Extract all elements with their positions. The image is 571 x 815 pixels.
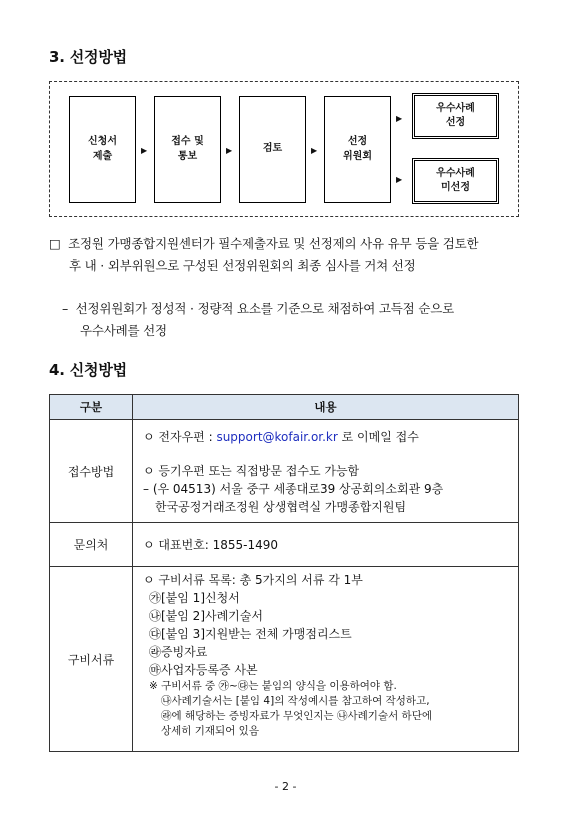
address-line: 한국공정거래조정원 상생협력실 가맹종합지원팀 [155,500,407,514]
email-suffix: 로 이메일 접수 [337,430,419,444]
document-item: ㉰[붙임 3]지원받는 전체 가맹점리스트 [149,627,352,641]
note-line: 상세히 기재되어 있음 [161,725,259,737]
note-line: ㉯사례기술서는 [붙임 4]의 작성예시를 참고하여 작성하고, [161,695,430,707]
flow-step-review: 검토 [239,96,306,203]
note-line: ※ 구비서류 중 ㉮~㉰는 붙임의 양식을 이용하여야 함. [149,680,397,692]
phone-line: ㅇ 대표번호: 1855-1490 [143,537,279,552]
description-line: 조정원 가맹종합지원센터가 필수제출자료 및 선정제의 사유 유무 등을 검토한 [68,236,479,251]
document-item: ㉱증빙자료 [149,645,208,659]
outcome-selected: 우수사례 선정 [412,93,499,139]
category-documents: 구비서류 [50,567,133,752]
committee-description [62,298,454,342]
flow-step-apply: 신청서 제출 [69,96,136,203]
flow-step-receive: 접수 및 통보 [154,96,221,203]
arrow-right-icon: ▶ [141,146,148,155]
table-row [50,420,519,523]
note-line: ㉱에 해당하는 증빙자료가 무엇인지는 ㉯사례기술서 하단에 [161,710,432,722]
description-line: 후 내 · 외부위원으로 구성된 선정위원회의 최종 심사를 거쳐 선정 [69,258,416,273]
selection-flow-diagram [49,81,519,217]
square-bullet-icon: □ [49,236,61,251]
document-item: ㉮[붙임 1]신청서 [149,591,240,605]
email-label: ㅇ 전자우편 : [143,430,217,444]
description-line: 우수사례를 선정 [80,323,167,338]
page-number: - 2 - [274,780,297,793]
email-link[interactable]: support@kofair.or.kr [216,430,338,444]
section4-title: 4. 신청방법 [49,361,127,379]
flow-step-committee: 선정 위원회 [324,96,391,203]
arrow-right-icon: ▶ [311,146,318,155]
table-row [50,567,519,752]
table-row [50,523,519,567]
application-table [49,394,519,752]
document-item: ㉲사업자등록증 사본 [149,663,258,677]
header-content: 내용 [133,395,519,420]
address-line: – (우 04513) 서울 중구 세종대로39 상공회의소회관 9층 [143,482,444,496]
documents-list-title: ㅇ 구비서류 목록: 총 5가지의 서류 각 1부 [143,573,363,587]
arrow-right-icon: ▶ [396,114,403,123]
outcome-not-selected: 우수사례 미선정 [412,158,499,204]
section3-title: 3. 선정방법 [49,48,127,66]
selection-description [49,233,478,277]
dash-marker: – [62,301,69,316]
arrow-right-icon: ▶ [396,175,403,184]
description-line: 선정위원회가 정성적 · 정량적 요소를 기준으로 채점하여 고득점 순으로 [75,301,454,316]
header-category: 구분 [50,395,133,420]
category-inquiry: 문의처 [50,523,133,567]
mail-line: ㅇ 등기우편 또는 직접방문 접수도 가능함 [143,464,360,478]
category-submission: 접수방법 [50,420,133,523]
arrow-right-icon: ▶ [226,146,233,155]
document-item: ㉯[붙임 2]사례기술서 [149,609,263,623]
